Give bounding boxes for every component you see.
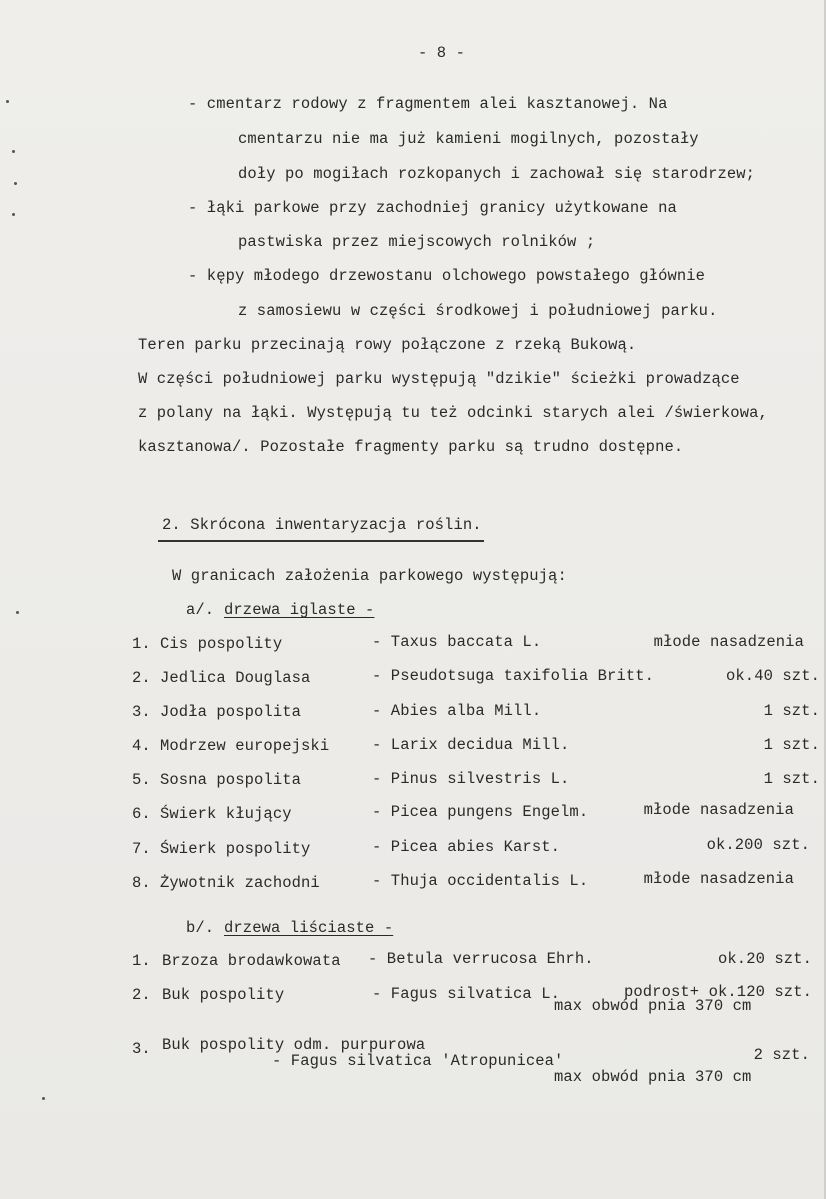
deciduous-note: max obwód pnia 370 cm [554, 997, 752, 1015]
conifer-num: 5. [132, 771, 151, 789]
section-title-underline [158, 540, 484, 542]
conifer-latin: - Picea abies Karst. [372, 838, 561, 856]
deciduous-num: 2. [132, 986, 151, 1004]
conifer-latin: - Pseudotsuga taxifolia Britt. [372, 667, 655, 685]
conifer-num: 3. [132, 703, 151, 721]
margin-speck [12, 150, 15, 153]
conifer-name: Sosna pospolita [160, 771, 302, 789]
margin-speck [14, 182, 17, 185]
conifer-qty: 1 szt. [763, 736, 820, 754]
deciduous-qty: 2 szt. [753, 1046, 810, 1064]
deciduous-name: Brzoza brodawkowata [162, 952, 341, 970]
conifer-name: Świerk pospolity [160, 840, 311, 858]
conifer-qty: 1 szt. [763, 770, 820, 788]
conifer-qty: młode nasadzenia [653, 633, 804, 651]
conifer-latin: - Abies alba Mill. [372, 702, 542, 720]
margin-speck [12, 213, 15, 216]
deciduous-num: 3. [132, 1040, 151, 1058]
margin-speck [16, 611, 19, 614]
deciduous-latin: - Fagus silvatica 'Atropunicea' [272, 1052, 564, 1070]
conifer-qty: ok.200 szt. [706, 836, 810, 854]
page-number: - 8 - [418, 44, 466, 62]
conifer-num: 6. [132, 805, 151, 823]
bullet-1-line-2: cmentarzu nie ma już kamieni mogilnych, pozostały [238, 130, 699, 148]
bullet-3-line-1: - kępy młodego drzewostanu olchowego powstałego głównie [188, 267, 706, 285]
bullet-2-line-1: - łąki parkowe przy zachodniej granicy użytkowane na [188, 199, 677, 217]
deciduous-latin: - Fagus silvatica L. [372, 985, 561, 1003]
conifer-num: 2. [132, 669, 151, 687]
deciduous-qty: ok.20 szt. [717, 950, 812, 968]
conifer-name: Jedlica Douglasa [160, 669, 311, 687]
section-title: 2. Skrócona inwentaryzacja roślin. [162, 516, 482, 534]
bullet-2-line-2: pastwiska przez miejscowych rolników ; [238, 233, 596, 251]
conifer-qty: młode nasadzenia [643, 870, 794, 888]
group-b-label: drzewa liściaste - [224, 919, 394, 937]
conifer-qty: młode nasadzenia [643, 801, 794, 819]
conifer-name: Żywotnik zachodni [160, 874, 320, 892]
intro-text: W granicach założenia parkowego występują: [172, 567, 567, 585]
bullet-1-line-1: - cmentarz rodowy z fragmentem alei kasztanowej. Na [188, 95, 668, 113]
paragraph-line-1: Teren parku przecinają rowy połączone z rzeką Bukową. [138, 336, 637, 354]
deciduous-note: max obwód pnia 370 cm [554, 1068, 752, 1086]
conifer-latin: - Larix decidua Mill. [372, 736, 570, 754]
deciduous-name: Buk pospolity odm. purpurowa [162, 1036, 426, 1054]
paragraph-line-3: z polany na łąki. Występują tu też odcinki starych alei /świerkowa, [138, 404, 768, 422]
conifer-num: 7. [132, 840, 151, 858]
deciduous-num: 1. [132, 952, 151, 970]
group-a-label: drzewa iglaste - [224, 601, 375, 619]
conifer-qty: 1 szt. [763, 702, 820, 720]
margin-speck [6, 100, 9, 103]
conifer-num: 1. [132, 635, 151, 653]
conifer-latin: - Pinus silvestris L. [372, 770, 570, 788]
conifer-name: Modrzew europejski [160, 737, 330, 755]
conifer-qty: ok.40 szt. [725, 667, 820, 685]
bullet-1-line-3: doły po mogiłach rozkopanych i zachował się starodrzew; [238, 165, 756, 183]
margin-speck [42, 1097, 45, 1100]
conifer-num: 8. [132, 874, 151, 892]
paragraph-line-4: kasztanowa/. Pozostałe fragmenty parku są trudno dostępne. [138, 438, 684, 456]
paragraph-line-2: W części południowej parku występują "dzikie" ścieżki prowadzące [138, 370, 740, 388]
conifer-num: 4. [132, 737, 151, 755]
deciduous-qty: podrost+ ok.120 szt. [623, 983, 812, 1001]
conifer-latin: - Taxus baccata L. [372, 633, 542, 651]
group-a-prefix: a/. [186, 601, 215, 619]
group-b-prefix: b/. [186, 919, 215, 937]
conifer-latin: - Picea pungens Engelm. [372, 803, 589, 821]
conifer-name: Świerk kłujący [160, 805, 292, 823]
deciduous-name: Buk pospolity [162, 986, 285, 1004]
conifer-latin: - Thuja occidentalis L. [372, 872, 589, 890]
deciduous-latin: - Betula verrucosa Ehrh. [368, 950, 594, 968]
conifer-name: Jodła pospolita [160, 703, 302, 721]
bullet-3-line-2: z samosiewu w części środkowej i południowej parku. [238, 302, 718, 320]
conifer-name: Cis pospolity [160, 635, 283, 653]
